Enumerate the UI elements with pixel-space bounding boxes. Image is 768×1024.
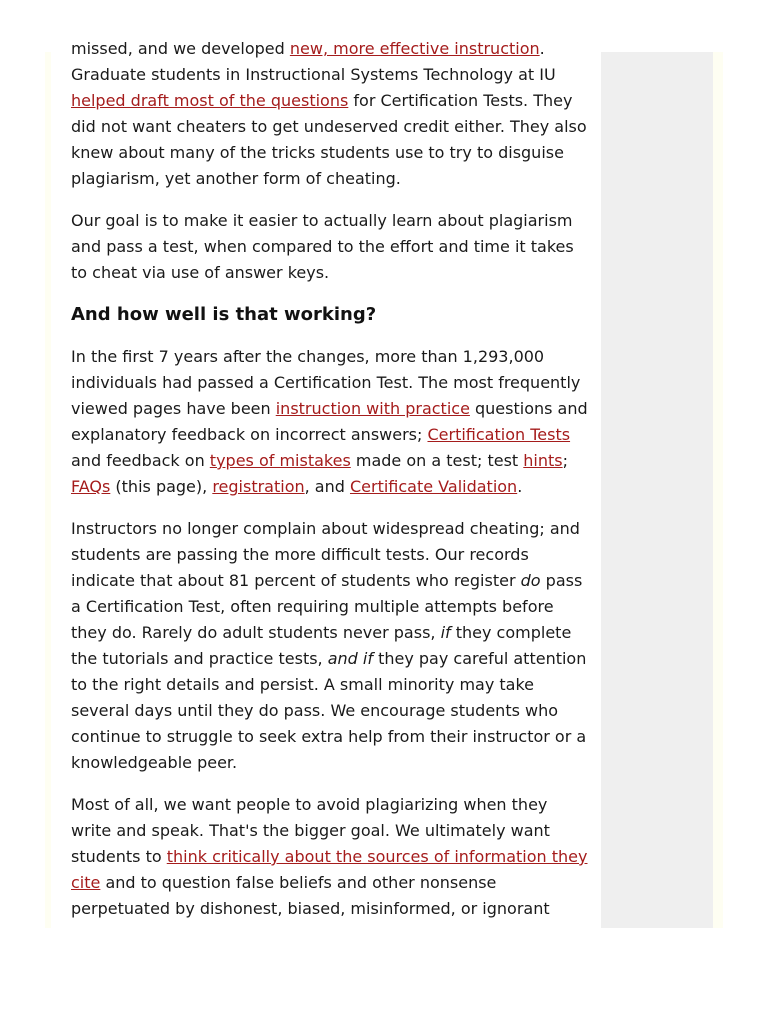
text-run: pass a Certification Test, often requiring multiple attempts before they do. Rarely do adult students never pass, [71,571,583,642]
text-run: and to question false beliefs and other nonsense perpetuated by dishonest, biased, misinformed, or ignorant [71,873,550,918]
paragraph-statistics [71,344,591,500]
section-heading: And how well is that working? [71,304,377,325]
link-helped-draft-questions[interactable]: helped draft most of the questions [71,91,349,110]
text-run: for Certification Tests. They did not want cheaters to get undeserved credit either. They also knew about many of the tricks students use to try to disguise plagiarism, yet another form of cheating. [71,91,587,188]
link-faqs[interactable]: FAQs [71,477,111,496]
text-run: they pay careful attention to the right details and persist. A small minority may take several days until they do pass. We encourage students who continue to struggle to seek extra help from their instructor or a knowledgeable peer. [71,649,587,772]
right-sidebar [601,52,713,928]
text-run: Most of all, we want people to avoid plagiarizing when they write and speak. That's the bigger goal. We ultimately want students to [71,795,550,866]
page-frame [45,39,723,928]
text-run: questions and explanatory feedback on incorrect answers; [71,399,588,444]
link-registration[interactable]: registration [212,477,305,496]
link-hints[interactable]: hints [523,451,563,470]
text-run: made on a test; test [350,451,524,470]
text-run: (this page), [110,477,213,496]
emphasis-text: and if [327,649,373,668]
link-new-effective-instruction[interactable]: new, more effective instruction [289,39,540,58]
link-certificate-validation[interactable]: Certificate Validation [349,477,518,496]
emphasis-text: do [520,571,541,590]
text-run: they complete the tutorials and practice tests, [71,623,572,668]
paragraph-goal: Our goal is to make it easier to actually learn about plagiarism and pass a test, when compared to the effort and time it takes to cheat via use of answer keys. [71,211,574,282]
text-run: , and [304,477,350,496]
paragraph-results [71,516,591,776]
link-types-of-mistakes[interactable]: types of mistakes [209,451,351,470]
text-run: . Graduate students in Instructional Systems Technology at IU [71,39,556,84]
faq-article [71,36,591,938]
link-certification-tests[interactable]: Certification Tests [427,425,571,444]
text-run: missed, and we developed [71,39,290,58]
link-think-critically[interactable]: think critically about the sources of information they cite [71,847,588,892]
emphasis-text: if [440,623,451,642]
text-run: and feedback on [71,451,210,470]
text-run: Instructors no longer complain about widespread cheating; and students are passing the more difficult tests. Our records indicate that about 81 percent of students who register [71,519,580,590]
text-run: In the first 7 years after the changes, more than 1,293,000 individuals had passed a Certification Test. The most frequently viewed pages have been [71,347,581,418]
content-column [51,39,601,928]
link-instruction-with-practice[interactable]: instruction with practice [275,399,470,418]
paragraph-instruction-development [71,36,591,192]
text-run: . [517,477,523,496]
text-run: ; [562,451,569,470]
paragraph-bigger-goal [71,792,591,922]
